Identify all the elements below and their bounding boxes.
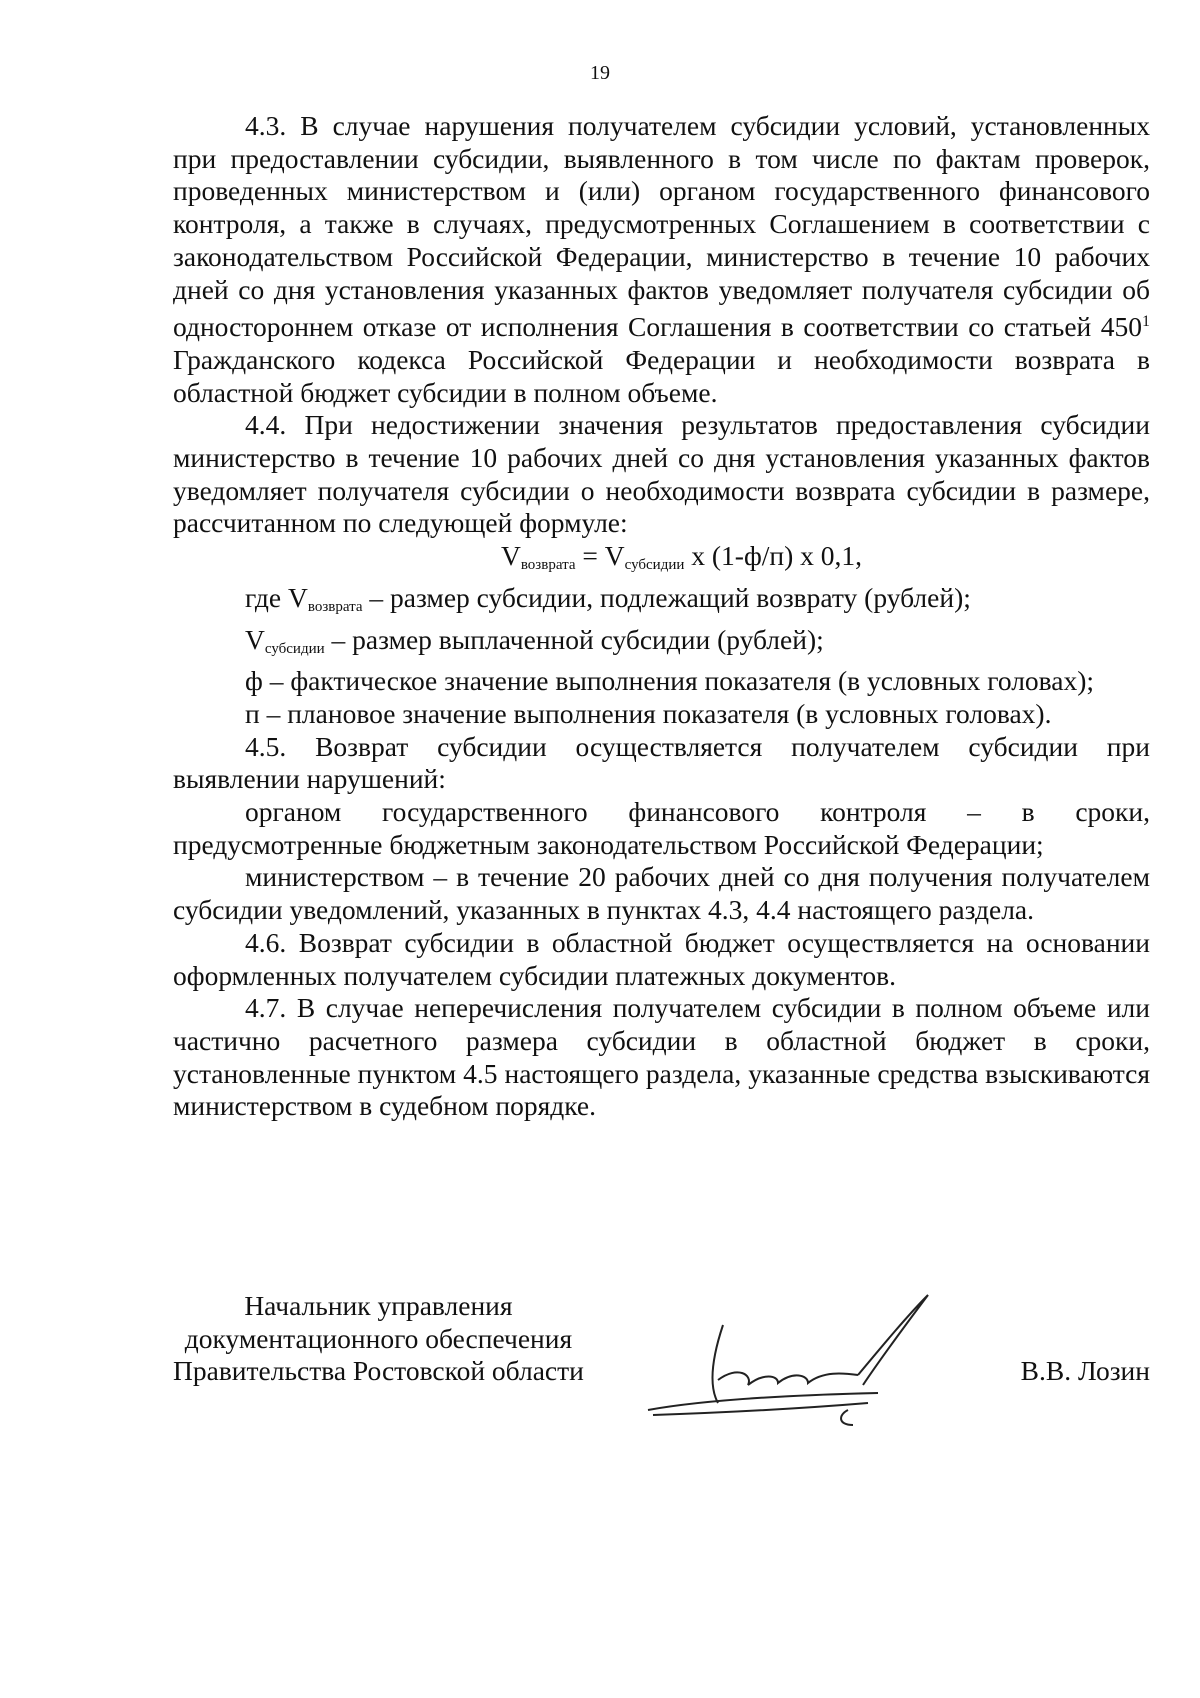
handwritten-signature <box>643 1275 943 1435</box>
paragraph-4-6: 4.6. Возврат субсидии в областной бюджет осуществляется на основании оформленных получателем субсидии платежных документов. <box>173 926 1150 991</box>
paragraph-4-5-b: министерством – в течение 20 рабочих дней со дня получения получателем субсидии уведомлений, указанных в пунктах 4.3, 4.4 настоящего раздела. <box>173 861 1150 926</box>
paragraph-4-5-a: органом государственного финансового контроля – в сроки, предусмотренные бюджетным законодательством Российской Федерации; <box>173 796 1150 860</box>
formula: $V_{возврата} = V_{субсидии}$ х (1-ф/п) х 0,1, <box>500 540 863 574</box>
definition-f: ф – фактическое значение выполнения показателя (в условных головах); <box>245 665 1095 697</box>
signatory-position: Начальник управления документационного обеспечения Правительства Ростовской области <box>173 1290 584 1387</box>
definition-v-subsidy: $V_{субсидии}$ – размер выплаченной субсидии (рублей); <box>245 623 824 657</box>
paragraph-4-5: 4.5. Возврат субсидии осуществляется получателем субсидии при выявлении нарушений: <box>173 730 1150 795</box>
document-body <box>173 110 1150 1123</box>
page-number: 19 <box>590 62 610 84</box>
paragraph-4-7: 4.7. В случае неперечисления получателем субсидии в полном объеме или частично расчетного размера субсидии в областной бюджет в сроки, установленные пунктом 4.5 настоящего раздела, указанные средства взыскиваются министерством в судебном порядке. <box>173 992 1150 1122</box>
signature-block <box>173 1290 1150 1430</box>
paragraph-4-3: 4.3. В случае нарушения получателем субсидии условий, установленных при предоставлении субсидии, выявленного в том числе по фактам проверок, проведенных министерством и (или) органом государственного финансового контроля, а также в случаях, предусмотренных Соглашением в соответствии с законодательством Российской Федерации, министерство в течение 10 рабочих дней со дня установления указанных фактов уведомляет получателя субсидии об одностороннем отказе от исполнения Соглашения в соответствии со статьей $450^1$ Гражданского кодекса Российской Федерации и необходимости возврата в областной бюджет субсидии в полном объеме. <box>173 110 1150 408</box>
signer-name: В.В. Лозин <box>1020 1355 1150 1386</box>
paragraph-4-4: 4.4. При недостижении значения результатов предоставления субсидии министерство в течение 10 рабочих дней со дня установления указанных фактов уведомляет получателя субсидии о необходимости возврата субсидии в размере, рассчитанном по следующей формуле: <box>173 409 1150 539</box>
definition-p: п – плановое значение выполнения показателя (в условных головах). <box>245 697 1052 729</box>
definition-v-return: где $V_{возврата}$ – размер субсидии, подлежащий возврату (рублей); <box>245 581 971 615</box>
